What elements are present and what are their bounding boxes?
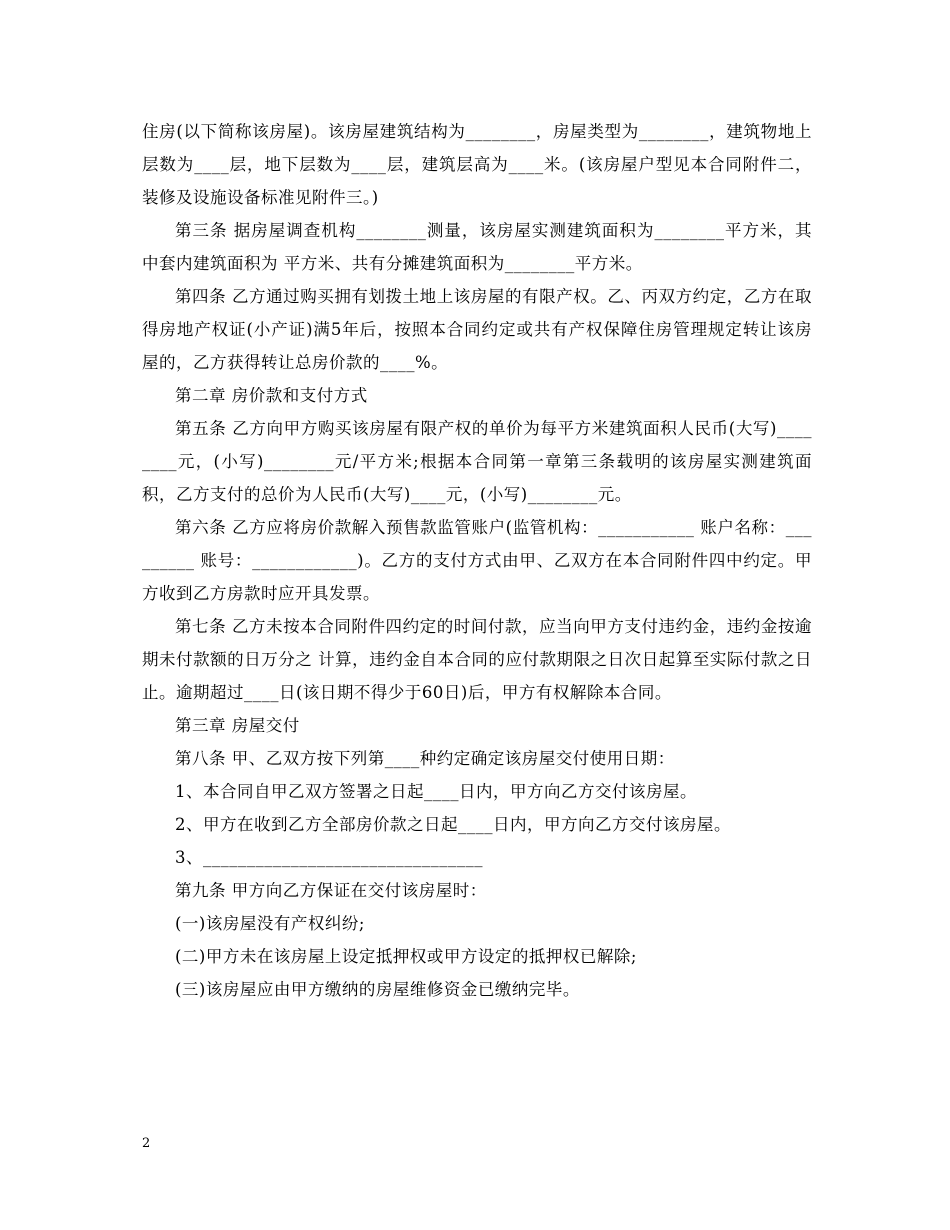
chapter-heading-2: 第二章 房价款和支付方式 (175, 386, 368, 405)
paragraph-article-5: 第五条 乙方向甲方购买该房屋有限产权的单价为每平方米建筑面积人民币(大写)________元，(小写)________元/平方米;根据本合同第一章第三条载明的该房屋实测建筑面积，乙方支付的总价为人民币(大写)____元，(小写)________元。 (142, 419, 812, 504)
chapter-heading-3: 第三章 房屋交付 (175, 716, 300, 735)
list-item-guarantee-3: (三)该房屋应由甲方缴纳的房屋维修资金已缴纳完毕。 (175, 980, 580, 999)
document-body (142, 115, 812, 1006)
paragraph-article-8: 第八条 甲、乙双方按下列第____种约定确定该房屋交付使用日期： (175, 749, 675, 768)
list-item-delivery-1: 1、本合同自甲乙双方签署之日起____日内，甲方向乙方交付该房屋。 (175, 782, 697, 801)
paragraph-article-6: 第六条 乙方应将房价款解入预售款监管账户(监管机构：___________ 账户名称：_________ 账号：____________)。乙方的支付方式由甲、乙双方在本合同附件四中约定。甲方收到乙方房款时应开具发票。 (142, 518, 812, 603)
list-item-delivery-3: 3、________________________________ (175, 848, 483, 867)
paragraph-article-4: 第四条 乙方通过购买拥有划拨土地上该房屋的有限产权。乙、丙双方约定，乙方在取得房地产权证(小产证)满5年后，按照本合同约定或共有产权保障住房管理规定转让该房屋的，乙方获得转让总房价款的____%。 (142, 287, 812, 372)
list-item-delivery-2: 2、甲方在收到乙方全部房价款之日起____日内，甲方向乙方交付该房屋。 (175, 815, 731, 834)
page-number: 2 (142, 1136, 151, 1151)
paragraph-article-3: 第三条 据房屋调查机构________测量，该房屋实测建筑面积为________平方米，其中套内建筑面积为 平方米、共有分摊建筑面积为________平方米。 (142, 221, 812, 273)
paragraph-article-9: 第九条 甲方向乙方保证在交付该房屋时： (175, 881, 487, 900)
list-item-guarantee-2: (二)甲方未在该房屋上设定抵押权或甲方设定的抵押权已解除; (175, 947, 637, 966)
paragraph-article-7: 第七条 乙方未按本合同附件四约定的时间付款，应当向甲方支付违约金，违约金按逾期未付款额的日万分之 计算，违约金自本合同的应付款期限之日次日起算至实际付款之日止。逾期超过____日(该日期不得少于60日)后，甲方有权解除本合同。 (142, 617, 812, 702)
paragraph-housing-description: 住房(以下简称该房屋)。该房屋建筑结构为________，房屋类型为________，建筑物地上层数为____层，地下层数为____层，建筑层高为____米。(该房屋户型见本合同附件二，装修及设施设备标准见附件三。) (142, 122, 812, 207)
list-item-guarantee-1: (一)该房屋没有产权纠纷; (175, 914, 365, 933)
